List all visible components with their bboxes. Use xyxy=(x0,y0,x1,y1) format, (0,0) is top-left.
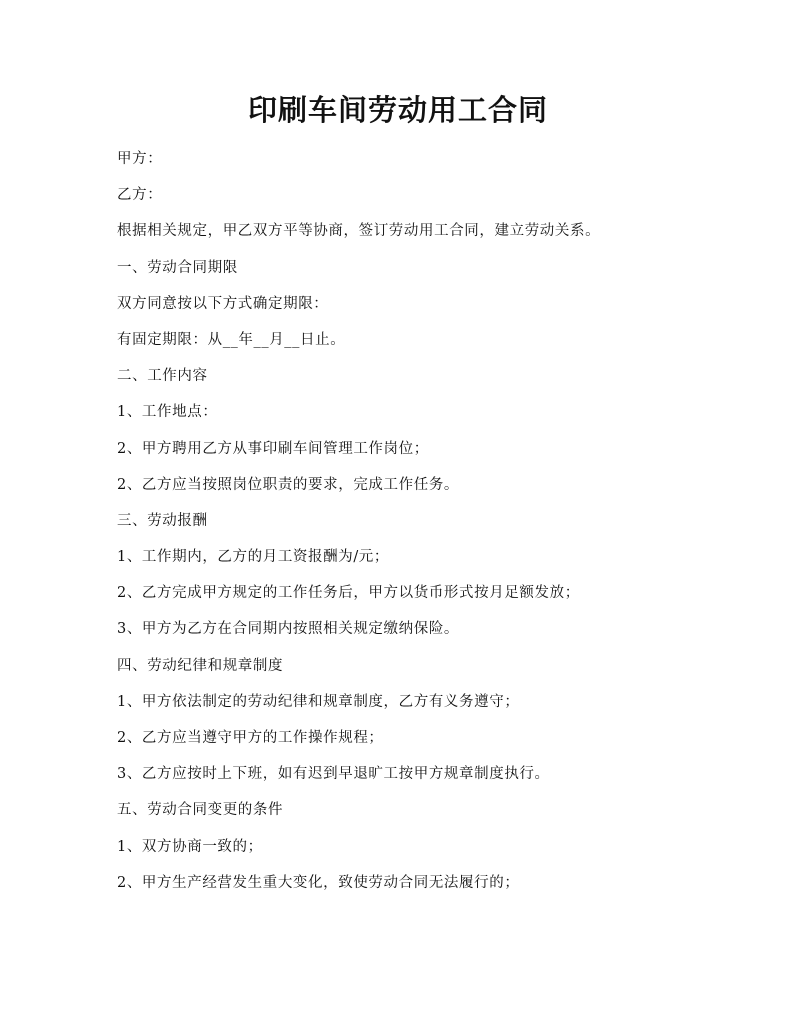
paragraph: 1、双方协商一致的； xyxy=(117,838,263,855)
paragraph: 1、甲方依法制定的劳动纪律和规章制度，乙方有义务遵守； xyxy=(117,693,520,710)
document-title: 印刷车间劳动用工合同 xyxy=(247,93,548,127)
document-body xyxy=(117,146,717,906)
preamble-paragraph: 根据相关规定，甲乙双方平等协商，签订劳动用工合同，建立劳动关系。 xyxy=(117,223,601,240)
paragraph: 双方同意按以下方式确定期限： xyxy=(117,295,329,312)
paragraph: 2、甲方生产经营发生重大变化，致使劳动合同无法履行的； xyxy=(117,874,520,891)
paragraph: 2、甲方聘用乙方从事印刷车间管理工作岗位； xyxy=(117,440,429,457)
party-b-line: 乙方： xyxy=(117,187,163,204)
paragraph: 3、乙方应按时上下班，如有迟到早退旷工按甲方规章制度执行。 xyxy=(117,766,550,783)
paragraph: 2、乙方应当遵守甲方的工作操作规程； xyxy=(117,730,384,746)
paragraph: 1、工作地点： xyxy=(117,404,218,421)
paragraph: 3、甲方为乙方在合同期内按照相关规定缴纳保险。 xyxy=(117,621,460,638)
section-heading-remuneration: 三、劳动报酬 xyxy=(117,512,208,529)
party-a-line: 甲方： xyxy=(117,151,163,167)
paragraph: 有固定期限：从__年__月__日止。 xyxy=(117,331,346,348)
section-heading-term: 一、劳动合同期限 xyxy=(117,259,238,276)
paragraph: 1、工作期内，乙方的月工资报酬为/元； xyxy=(117,549,390,566)
section-heading-contract-change: 五、劳动合同变更的条件 xyxy=(117,802,284,819)
section-heading-discipline: 四、劳动纪律和规章制度 xyxy=(117,657,284,674)
section-heading-work-content: 二、工作内容 xyxy=(117,368,208,385)
paragraph: 2、乙方应当按照岗位职责的要求，完成工作任务。 xyxy=(117,476,460,493)
paragraph: 2、乙方完成甲方规定的工作任务后，甲方以货币形式按月足额发放； xyxy=(117,585,580,602)
